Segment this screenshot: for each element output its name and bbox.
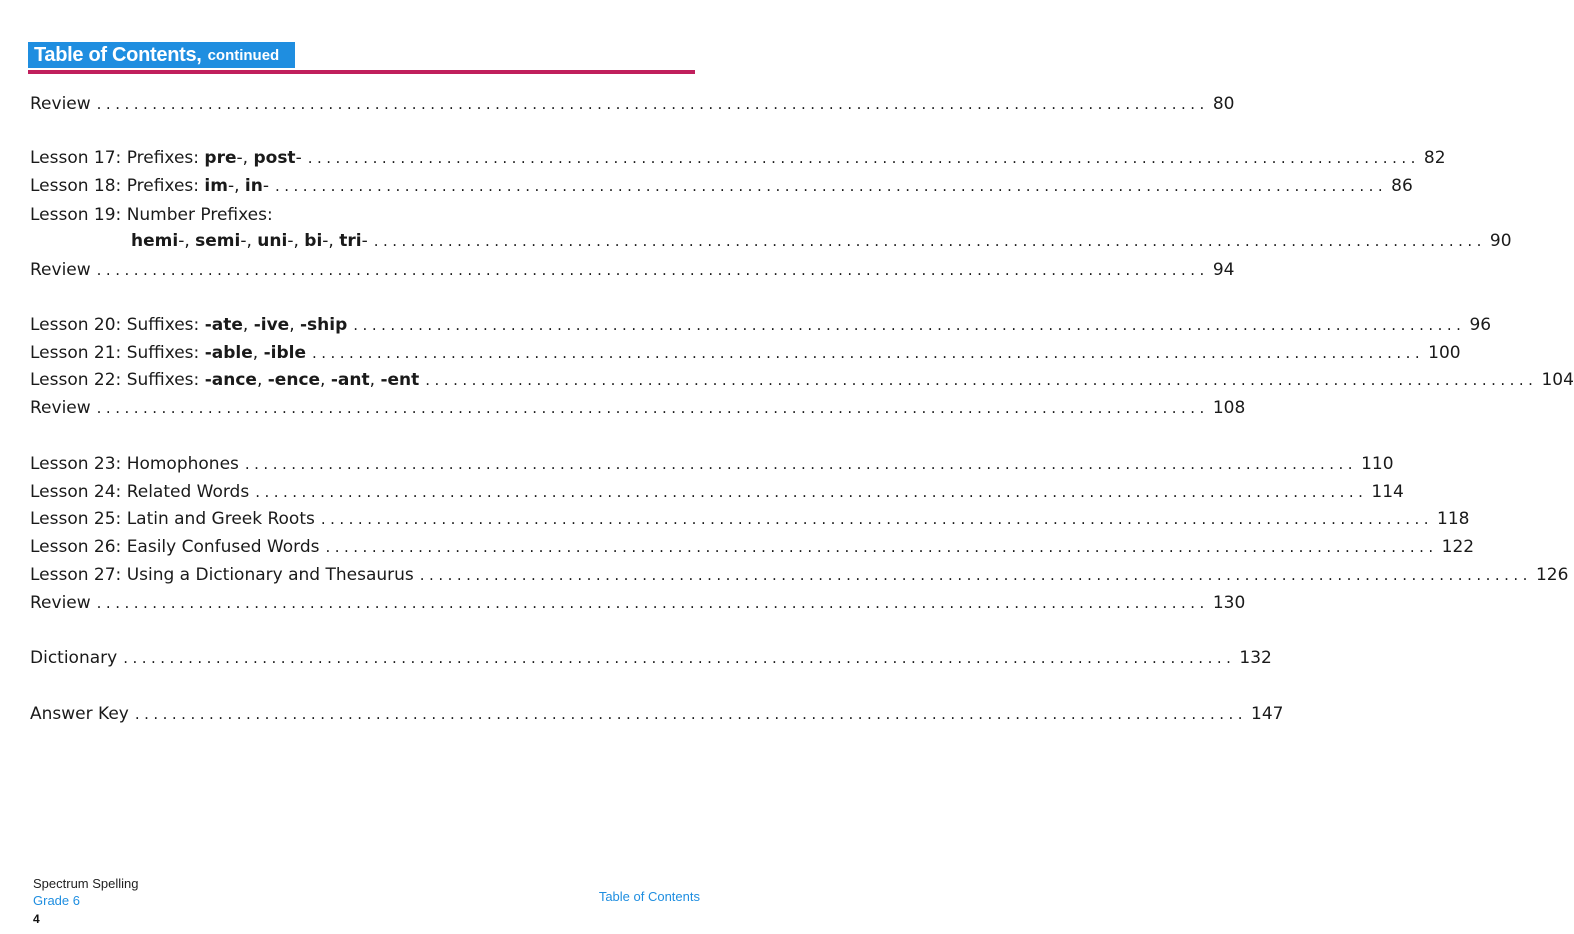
- toc-entry: [30, 176, 1413, 200]
- toc-entry-page: 96: [1469, 315, 1492, 335]
- toc-entry-label: Lesson 22: Suffixes: -ance, -ence, -ant, -ent: [30, 370, 420, 390]
- toc-entry: [30, 593, 1246, 617]
- toc-entry: [30, 370, 1574, 394]
- toc-entry: [30, 482, 1404, 506]
- toc-dot-leader: ........................................................................................................................: [373, 232, 1486, 250]
- toc-dot-leader: ........................................................................................................................: [307, 149, 1420, 167]
- toc-entry-page: 100: [1428, 343, 1461, 363]
- toc-dot-leader: ........................................................................................................................: [96, 594, 1209, 612]
- footer-section-name: Table of Contents: [598, 889, 700, 904]
- toc-entry: [30, 260, 1235, 284]
- toc-dot-leader: ........................................................................................................................: [96, 399, 1209, 417]
- toc-dot-leader: ........................................................................................................................: [275, 177, 1388, 195]
- footer-page-number: 4: [33, 912, 40, 926]
- toc-entry: [30, 94, 1235, 118]
- toc-entry: [30, 704, 1284, 728]
- toc-dot-leader: ........................................................................................................................: [244, 455, 1358, 473]
- toc-entry: [30, 205, 528, 229]
- toc-entry: [30, 648, 1272, 672]
- toc-dot-leader: ........................................................................................................................: [311, 344, 1425, 362]
- toc-entry-label: Lesson 25: Latin and Greek Roots: [30, 509, 315, 529]
- toc-entry-label: Review: [30, 398, 91, 418]
- toc-dot-leader: ........................................................................................................................: [96, 261, 1209, 279]
- toc-entry-label: Dictionary: [30, 648, 118, 668]
- toc-entry-page: 126: [1535, 565, 1569, 585]
- header-subtitle: continued: [207, 46, 280, 64]
- toc-dot-leader: ........................................................................................................................: [255, 483, 1368, 501]
- toc-entry: [30, 509, 1470, 533]
- toc-entry-label: hemi-, semi-, uni-, bi-, tri-: [131, 231, 368, 251]
- toc-entry-label: Review: [30, 593, 91, 613]
- toc-entry-page: 104: [1541, 370, 1574, 390]
- toc-dot-leader: ........................................................................................................................: [134, 705, 1248, 723]
- toc-entry-label: Answer Key: [30, 704, 129, 724]
- toc-entry: [30, 565, 1569, 589]
- toc-entry-label: Review: [30, 260, 91, 280]
- toc-entry-page: 122: [1441, 537, 1475, 557]
- header-title: Table of Contents,: [34, 43, 202, 66]
- toc-entry-page: 147: [1251, 704, 1284, 724]
- toc-dot-leader: ........................................................................................................................: [320, 510, 1434, 528]
- toc-entry-label: Lesson 24: Related Words: [30, 482, 250, 502]
- toc-dot-leader: ........................................................................................................................: [96, 95, 1209, 113]
- footer-book-title: Spectrum Spelling: [33, 876, 139, 891]
- toc-dot-leader: ........................................................................................................................: [325, 538, 1438, 556]
- toc-entry: [30, 398, 1246, 422]
- toc-entry-page: 110: [1361, 454, 1394, 474]
- toc-entry-label: Lesson 23: Homophones: [30, 454, 239, 474]
- header-rule: [28, 70, 695, 74]
- toc-entry-page: 108: [1212, 398, 1246, 418]
- toc-entry-page: 90: [1489, 231, 1512, 251]
- toc-dot-leader: ........................................................................................................................: [353, 316, 1466, 334]
- toc-dot-leader: ........................................................................................................................: [123, 649, 1236, 667]
- toc-entry: [30, 315, 1492, 339]
- toc-entry-label: Lesson 26: Easily Confused Words: [30, 537, 320, 557]
- toc-entry-label: Lesson 27: Using a Dictionary and Thesaurus: [30, 565, 414, 585]
- toc-entry-label: Lesson 20: Suffixes: -ate, -ive, -ship: [30, 315, 348, 335]
- toc-entry-label: Lesson 19: Number Prefixes:: [30, 205, 273, 225]
- toc-entry: [30, 148, 1446, 172]
- footer-grade: Grade 6: [33, 893, 80, 908]
- toc-entry: [30, 343, 1461, 367]
- toc-entry: [30, 454, 1394, 478]
- toc-entry: [30, 537, 1475, 561]
- toc-entry-page: 132: [1239, 648, 1272, 668]
- toc-entry-page: 130: [1212, 593, 1246, 613]
- toc-dot-leader: ........................................................................................................................: [419, 566, 1532, 584]
- toc-dot-leader: ........................................................................................................................: [425, 371, 1538, 389]
- toc-entry-label: Lesson 17: Prefixes: pre-, post-: [30, 148, 302, 168]
- toc-entry: [131, 231, 1512, 255]
- toc-entry-label: Review: [30, 94, 91, 114]
- toc-entry-page: 80: [1212, 94, 1235, 114]
- toc-entry-page: 82: [1423, 148, 1446, 168]
- toc-entry-label: Lesson 21: Suffixes: -able, -ible: [30, 343, 306, 363]
- toc-entry-label: Lesson 18: Prefixes: im-, in-: [30, 176, 269, 196]
- toc-entry-page: 114: [1371, 482, 1404, 502]
- toc-entry-page: 118: [1437, 509, 1470, 529]
- section-header: [28, 42, 295, 68]
- toc-entry-page: 86: [1391, 176, 1413, 196]
- toc-entry-page: 94: [1212, 260, 1235, 280]
